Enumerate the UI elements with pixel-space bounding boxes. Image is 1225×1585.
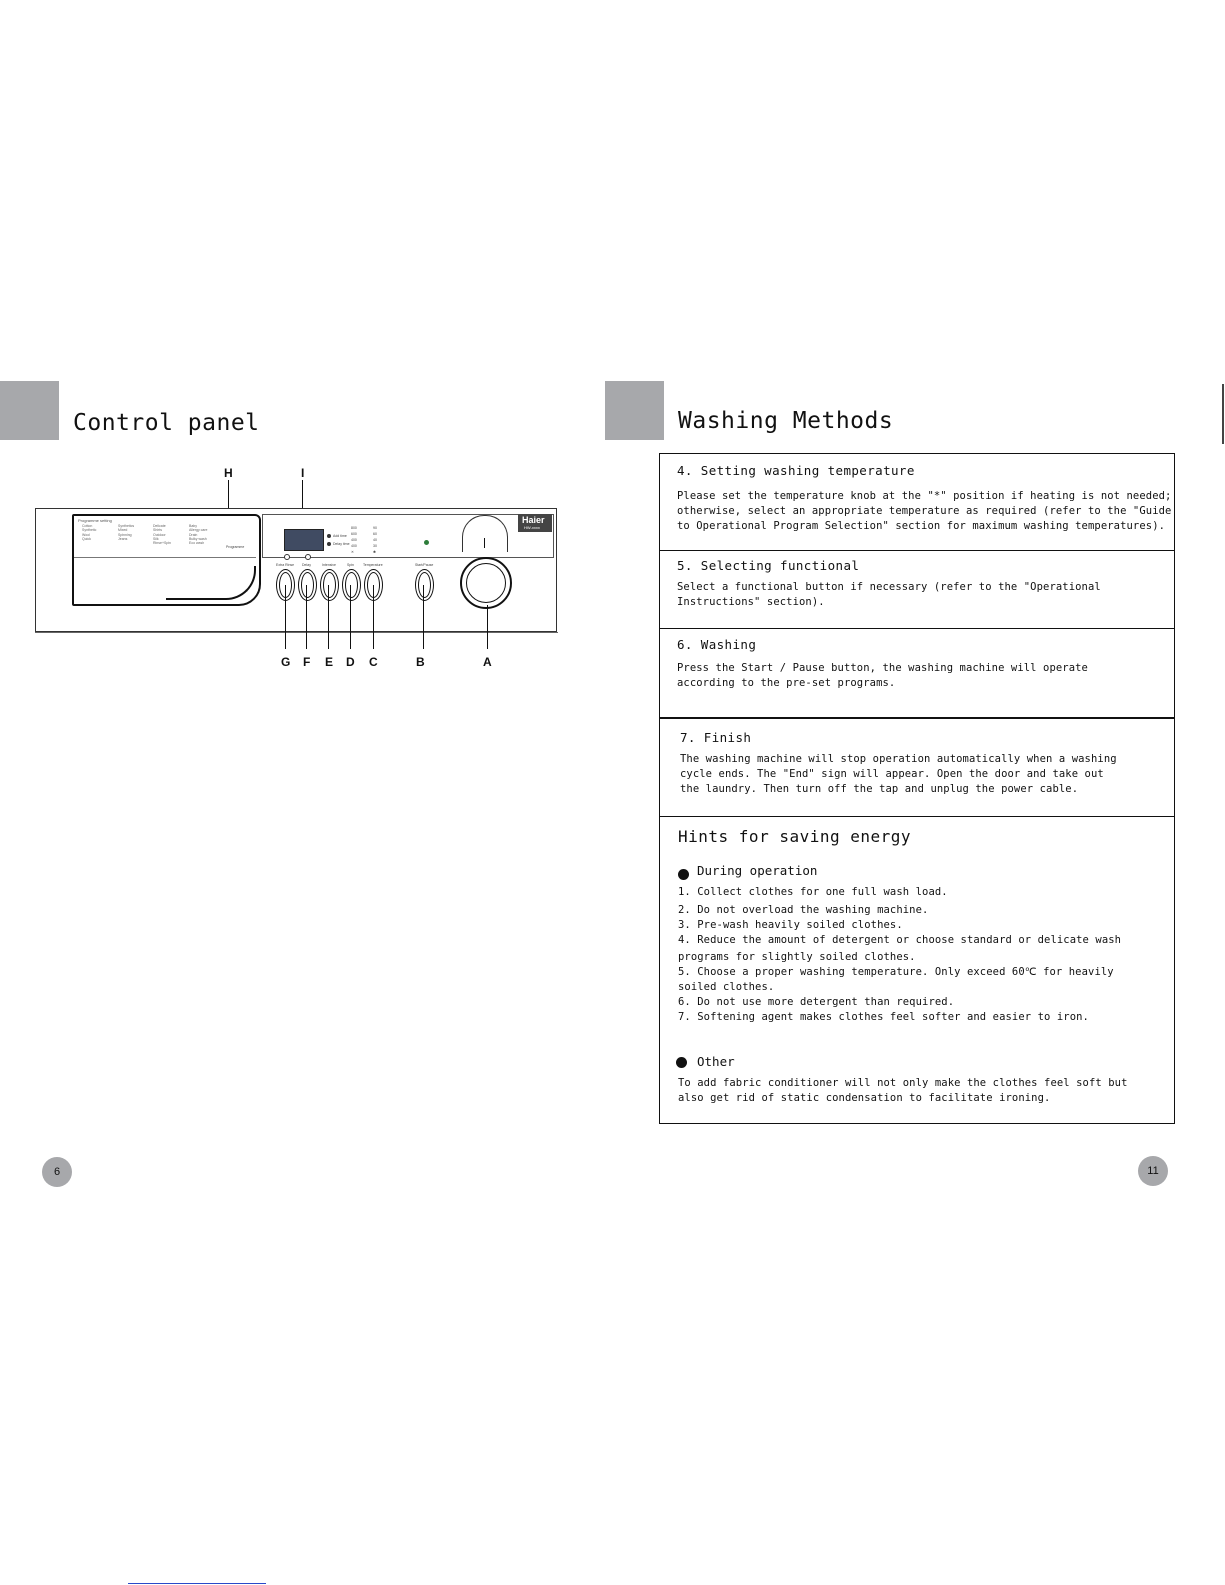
start-pause-button[interactable] xyxy=(415,569,434,601)
indicator-dot xyxy=(327,534,331,538)
brand-logo: Haier xyxy=(522,515,545,525)
delay-button[interactable] xyxy=(298,569,317,601)
left-page-number: 6 xyxy=(42,1157,72,1187)
callout-a: A xyxy=(483,655,492,669)
section-4-heading: 4. Setting washing temperature xyxy=(677,463,915,478)
callout-h: H xyxy=(224,466,233,480)
section-5-heading: 5. Selecting functional xyxy=(677,558,860,573)
hint-line: 6. Do not use more detergent than required. xyxy=(678,996,955,1008)
callout-c: C xyxy=(369,655,378,669)
program-item: Wool xyxy=(82,532,90,537)
callout-f: F xyxy=(303,655,311,669)
hint-line: 2. Do not overload the washing machine. xyxy=(678,904,929,916)
page-edge-mark xyxy=(1222,384,1224,444)
spin-value: 400 xyxy=(351,544,357,548)
indicator-circle xyxy=(284,554,290,560)
section-4-line: otherwise, select an appropriate temperature as required (refer to the "Guide xyxy=(677,505,1172,517)
section-6-line: according to the pre-set programs. xyxy=(677,677,896,689)
program-item: Eco wash xyxy=(189,541,205,546)
leader-g xyxy=(285,585,286,649)
leader-f xyxy=(306,585,307,649)
during-operation-heading: During operation xyxy=(697,863,818,878)
program-setting-title: Programme setting xyxy=(78,518,112,523)
other-line: also get rid of static condensation to facilitate ironing. xyxy=(678,1092,1051,1104)
section-4-line: Please set the temperature knob at the "*" position if heating is not needed; xyxy=(677,490,1172,502)
button-label-extra-rinse: Extra Rinse xyxy=(276,563,295,567)
program-column-2 xyxy=(118,524,134,541)
program-dial[interactable] xyxy=(460,557,512,609)
washing-methods-title: Washing Methods xyxy=(678,408,894,434)
section-4-line: to Operational Program Selection" section for maximum washing temperatures). xyxy=(677,520,1166,532)
temp-value: 90 xyxy=(373,526,377,530)
program-item: Silk xyxy=(153,536,159,541)
temp-value: 40 xyxy=(373,538,377,542)
leader-b xyxy=(423,585,424,649)
indicator-circle xyxy=(305,554,311,560)
spin-value: 800 xyxy=(351,526,357,530)
section-6-line: Press the Start / Pause button, the washing machine will operate xyxy=(677,662,1088,674)
program-item: Rinse+Spin xyxy=(153,541,171,546)
program-item: Shirts xyxy=(153,528,162,533)
leader-c xyxy=(373,585,374,649)
hint-line: soiled clothes. xyxy=(678,981,775,993)
other-heading: Other xyxy=(697,1054,735,1069)
spin-value: ✕ xyxy=(351,550,354,554)
program-item: Baby xyxy=(189,524,197,528)
program-item: Outdoor xyxy=(153,532,166,537)
status-led xyxy=(424,540,429,545)
temp-value: ✱ xyxy=(373,550,376,554)
program-item: Allergy care xyxy=(189,528,208,533)
callout-g: G xyxy=(281,655,291,669)
hint-line: 7. Softening agent makes clothes feel softer and easier to iron. xyxy=(678,1011,1089,1023)
section-5-line: Select a functional button if necessary (refer to the "Operational xyxy=(677,581,1101,593)
drawer-handle-curve xyxy=(166,566,256,600)
other-line: To add fabric conditioner will not only make the clothes feel soft but xyxy=(678,1077,1128,1089)
button-label-intensive: Intensive xyxy=(322,563,337,567)
section-divider xyxy=(660,550,1174,551)
delay-time-label: Delay time xyxy=(333,542,350,546)
bullet-icon xyxy=(678,869,689,880)
indicator-dot xyxy=(327,542,331,546)
program-column-4 xyxy=(189,524,207,545)
control-panel-title: Control panel xyxy=(73,410,260,436)
button-label-delay: Delay xyxy=(302,563,311,567)
drawer-divider xyxy=(74,557,256,558)
program-item: Quick xyxy=(82,536,91,541)
hint-line: 4. Reduce the amount of detergent or choose standard or delicate wash xyxy=(678,934,1122,946)
add-time-label: Add time xyxy=(333,534,347,538)
program-item: Synthetic xyxy=(82,528,97,533)
spin-value: 400 xyxy=(351,538,357,542)
callout-b: B xyxy=(416,655,425,669)
washing-methods-box xyxy=(659,453,1175,1124)
knob-pointer xyxy=(484,538,485,548)
right-page-number: 11 xyxy=(1138,1156,1168,1186)
spin-button[interactable] xyxy=(342,569,361,601)
program-column-1 xyxy=(82,524,96,541)
hint-line: 5. Choose a proper washing temperature. Only exceed 60℃ for heavily xyxy=(678,966,1114,978)
section-7-heading: 7. Finish xyxy=(680,730,752,745)
program-item: Delicate xyxy=(153,524,166,528)
program-corner-label: Programme xyxy=(226,545,245,549)
bottom-link-underline xyxy=(128,1583,266,1584)
program-item: Drain xyxy=(189,532,198,537)
leader-e xyxy=(328,585,329,649)
right-section-tab xyxy=(605,381,664,440)
program-item: Cotton xyxy=(82,524,93,528)
program-column-3 xyxy=(153,524,171,545)
model-label: HW-xxxx xyxy=(524,525,540,530)
section-divider xyxy=(660,628,1174,629)
program-item: Jeans xyxy=(118,536,128,541)
callout-e: E xyxy=(325,655,334,669)
hint-line: 1. Collect clothes for one full wash load. xyxy=(678,886,948,898)
button-label-spin: Spin xyxy=(347,563,355,567)
panel-foot xyxy=(35,632,558,636)
control-panel-diagram xyxy=(30,462,575,682)
section-divider xyxy=(660,717,1174,719)
section-7-line: The washing machine will stop operation automatically when a washing xyxy=(680,753,1117,765)
temp-value: 60 xyxy=(373,532,377,536)
section-5-line: Instructions" section). xyxy=(677,596,825,608)
callout-i: I xyxy=(301,466,305,480)
button-label-start-pause: Start/Pause xyxy=(415,563,434,567)
temp-value: 30 xyxy=(373,544,377,548)
leader-d xyxy=(350,585,351,649)
hint-line: programs for slightly soiled clothes. xyxy=(678,951,916,963)
lcd-display xyxy=(284,529,324,551)
program-item: Mixed xyxy=(118,528,128,533)
spin-value: 600 xyxy=(351,532,357,536)
intensive-button[interactable] xyxy=(320,569,339,601)
callout-d: D xyxy=(346,655,355,669)
leader-a xyxy=(487,605,488,649)
section-divider xyxy=(660,816,1174,817)
bullet-icon xyxy=(676,1057,687,1068)
section-7-line: cycle ends. The "End" sign will appear. Open the door and take out xyxy=(680,768,1104,780)
hint-line: 3. Pre-wash heavily soiled clothes. xyxy=(678,919,903,931)
hints-title: Hints for saving energy xyxy=(678,827,912,846)
button-label-temperature: Temperature xyxy=(363,563,383,567)
program-item: Bulky wash xyxy=(189,536,207,541)
section-7-line: the laundry. Then turn off the tap and unplug the power cable. xyxy=(680,783,1079,795)
program-item: Synthetics xyxy=(118,524,135,528)
program-item: Spinning xyxy=(118,532,132,537)
section-6-heading: 6. Washing xyxy=(677,637,757,652)
left-section-tab xyxy=(0,381,59,440)
program-knob-window xyxy=(462,515,508,552)
